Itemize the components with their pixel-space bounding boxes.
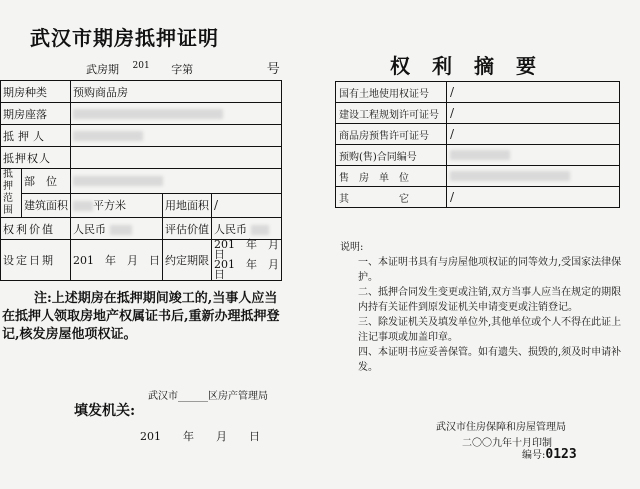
area-unit: 平方米	[93, 199, 126, 213]
table-row	[1, 240, 282, 281]
serial-value: 0123	[545, 447, 577, 462]
summary-value: /	[447, 124, 620, 145]
rights-summary-table	[335, 81, 620, 208]
footer-date: 二〇〇九年十月印制	[462, 438, 552, 449]
left-note	[2, 290, 287, 344]
table-row	[336, 103, 620, 124]
certificate-number	[86, 58, 280, 77]
table-row	[336, 145, 620, 166]
location-value	[71, 103, 282, 125]
scope-label-1: 抵押	[3, 169, 13, 192]
land-value: /	[212, 193, 282, 218]
table-row	[1, 193, 282, 218]
area-value	[71, 193, 163, 218]
term-value-2: 201 年 月 日	[214, 258, 290, 281]
set-date-label: 设定日期	[1, 240, 71, 281]
cert-suffix: 号	[266, 62, 280, 77]
summary-label: 商品房预售许可证号	[336, 124, 447, 145]
set-date-value: 201 年 月 日	[71, 240, 163, 281]
mortgage-info-table	[0, 80, 290, 281]
summary-value: /	[447, 187, 620, 208]
table-row	[1, 125, 282, 147]
summary-label: 建设工程规划许可证号	[336, 103, 447, 124]
note-item: 三、除发证机关及填发单位外,其他单位或个人不得在此证上注记事项或加盖印章。	[358, 317, 622, 343]
left-page-title: 武汉市期房抵押证明	[30, 26, 219, 50]
scope-label	[1, 169, 22, 218]
table-row	[336, 187, 620, 208]
issuer-org: 武汉市______区房产管理局	[148, 391, 268, 402]
summary-value: /	[447, 82, 620, 103]
term-value	[212, 238, 290, 281]
part-value	[71, 169, 282, 194]
mortgagor-label: 抵押人	[1, 125, 71, 147]
mortgagor-value	[71, 125, 282, 147]
mortgagee-label: 抵押权人	[1, 147, 71, 169]
explanation-notes	[340, 240, 625, 375]
summary-value	[447, 145, 620, 166]
table-row	[1, 218, 282, 240]
table-row	[336, 166, 620, 187]
serial-number	[522, 446, 577, 462]
cert-prefix: 武房期	[86, 63, 119, 76]
value-label: 权利价值	[1, 218, 71, 240]
table-row	[1, 81, 282, 103]
mortgagee-value	[71, 147, 282, 169]
cert-middle: 字第	[171, 63, 194, 76]
note-text: 注:上述期房在抵押期间竣工的,当事人应当在抵押人领取房地产权属证书后,重新办理抵押登记,核发房屋他项权证。	[2, 291, 280, 342]
table-row	[1, 147, 282, 169]
summary-label: 预购(售)合同编号	[336, 145, 447, 166]
location-label: 期房座落	[1, 103, 71, 125]
note-item: 二、抵押合同发生变更或注销,双方当事人应当在规定的期限内持有关证件到原发证机关申请变更或注销登记。	[358, 287, 622, 313]
notes-title: 说明:	[340, 242, 364, 253]
value-prefix: 人民币	[73, 222, 106, 236]
table-row	[336, 124, 620, 145]
summary-value: /	[447, 103, 620, 124]
summary-value	[447, 166, 620, 187]
eval-prefix: 人民币	[214, 222, 247, 236]
land-label: 用地面积	[163, 193, 212, 218]
cert-year: 201	[132, 61, 150, 71]
area-label: 建筑面积	[22, 193, 71, 218]
term-value-1: 201 年 月 日	[214, 238, 290, 261]
table-row	[1, 169, 282, 194]
right-page-title: 权利摘要	[390, 54, 558, 78]
eval-label: 评估价值	[163, 218, 212, 240]
summary-label: 售 房 单 位	[336, 166, 447, 187]
summary-label: 其 它	[336, 187, 447, 208]
type-label: 期房种类	[1, 81, 71, 103]
serial-label: 编号:	[522, 450, 546, 461]
issue-date: 201 年 月 日	[140, 430, 260, 443]
note-item: 四、本证明书应妥善保管。如有遗失、损毁的,须及时申请补发。	[358, 347, 622, 373]
note-item: 一、本证明书具有与房屋他项权证的同等效力,受国家法律保护。	[358, 257, 622, 283]
issuer-label: 填发机关:	[74, 403, 136, 419]
table-row	[336, 82, 620, 103]
type-value: 预购商品房	[71, 81, 282, 103]
footer-org: 武汉市住房保障和房屋管理局	[436, 422, 566, 433]
scope-label-2: 范围	[3, 193, 13, 216]
summary-label: 国有土地使用权证号	[336, 82, 447, 103]
part-label: 部 位	[22, 169, 71, 194]
eval-value	[212, 218, 282, 240]
value-value	[71, 218, 163, 240]
table-row	[1, 103, 282, 125]
term-label: 约定期限	[163, 240, 212, 281]
